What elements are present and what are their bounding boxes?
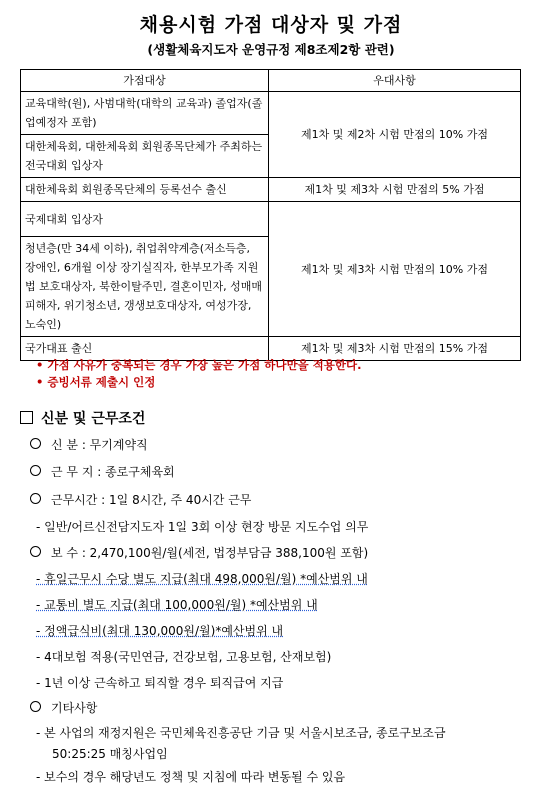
circle-bullet-icon xyxy=(30,465,41,476)
workplace-line: 근 무 지 : 종로구체육회 xyxy=(30,463,175,480)
pay-line: 보 수 : 2,470,100원/월(세전, 법정부담금 388,100원 포함) xyxy=(30,544,368,561)
target-cell: 교육대학(원), 사범대학(대학의 교육과) 졸업자(졸업예정자 포함) xyxy=(21,92,269,135)
table-header-target: 가점대상 xyxy=(21,70,269,92)
circle-bullet-icon xyxy=(30,546,41,557)
pay-detail-severance: - 1년 이상 근속하고 퇴직할 경우 퇴직급여 지급 xyxy=(36,676,284,690)
etc-line: 기타사항 xyxy=(30,699,97,716)
status-line: 신 분 : 무기계약직 xyxy=(30,436,148,453)
square-bullet-icon xyxy=(20,411,33,424)
pay-detail-holiday: - 휴일근무시 수당 별도 지급(최대 498,000원/월) *예산범위 내 xyxy=(36,572,368,586)
target-cell: 국가대표 출신 xyxy=(21,337,269,361)
table-header-row xyxy=(21,70,521,92)
pay-detail-transport: - 교통비 별도 지급(최대 100,000원/월) *예산범위 내 xyxy=(36,598,318,612)
target-cell: 대한체육회, 대한체육회 회원종목단체가 주최하는 전국대회 입상자 xyxy=(21,135,269,178)
page-subtitle: (생활체육지도자 운영규정 제8조제2항 관련) xyxy=(147,42,395,57)
table-row xyxy=(21,178,521,202)
circle-bullet-icon xyxy=(30,701,41,712)
etc-detail-funding: - 본 사업의 재정지원은 국민체육진흥공단 기금 및 서울시보조금, 종로구보조금 xyxy=(36,726,446,740)
note-duplicate: • 가점 사유가 중복되는 경우 가장 높은 가점 하나만을 적용한다. xyxy=(36,358,362,372)
table-row xyxy=(21,202,521,237)
bonus-table xyxy=(20,69,521,361)
table-row xyxy=(21,92,521,135)
etc-detail-change: - 보수의 경우 해당년도 정책 및 지침에 따라 변동될 수 있음 xyxy=(36,770,346,784)
benefit-cell: 제1차 및 제2차 시험 만점의 10% 가점 xyxy=(269,92,521,178)
target-cell: 국제대회 입상자 xyxy=(21,202,269,237)
hours-detail-line: - 일반/어르신전담지도자 1일 3회 이상 현장 방문 지도수업 의무 xyxy=(36,520,369,534)
etc-detail-matching: 50:25:25 매칭사업임 xyxy=(52,747,168,761)
benefit-cell: 제1차 및 제3차 시험 만점의 5% 가점 xyxy=(269,178,521,202)
benefit-cell: 제1차 및 제3차 시험 만점의 15% 가점 xyxy=(269,337,521,361)
circle-bullet-icon xyxy=(30,438,41,449)
section-title: 신분 및 근무조건 xyxy=(20,408,145,428)
circle-bullet-icon xyxy=(30,493,41,504)
hours-line: 근무시간 : 1일 8시간, 주 40시간 근무 xyxy=(30,491,251,508)
page-title: 채용시험 가점 대상자 및 가점 xyxy=(139,14,403,36)
target-cell: 대한체육회 회원종목단체의 등록선수 출신 xyxy=(21,178,269,202)
pay-detail-insurance: - 4대보험 적용(국민연금, 건강보험, 고용보험, 산재보험) xyxy=(36,650,332,664)
table-header-benefit: 우대사항 xyxy=(269,70,521,92)
benefit-cell: 제1차 및 제3차 시험 만점의 10% 가점 xyxy=(269,202,521,337)
target-cell: 청년층(만 34세 이하), 취업취약계층(저소득층, 장애인, 6개월 이상 장기실직자, 한부모가족 지원법 보호대상자, 북한이탈주민, 결혼이민자, 성매매피해자, 위기청소년, 갱생보호대상자, 여성가장, 노숙인) xyxy=(21,237,269,337)
note-proof: • 증빙서류 제출시 인정 xyxy=(36,375,156,389)
pay-detail-meal: - 정액급식비(최대 130,000원/월)*예산범위 내 xyxy=(36,624,284,638)
